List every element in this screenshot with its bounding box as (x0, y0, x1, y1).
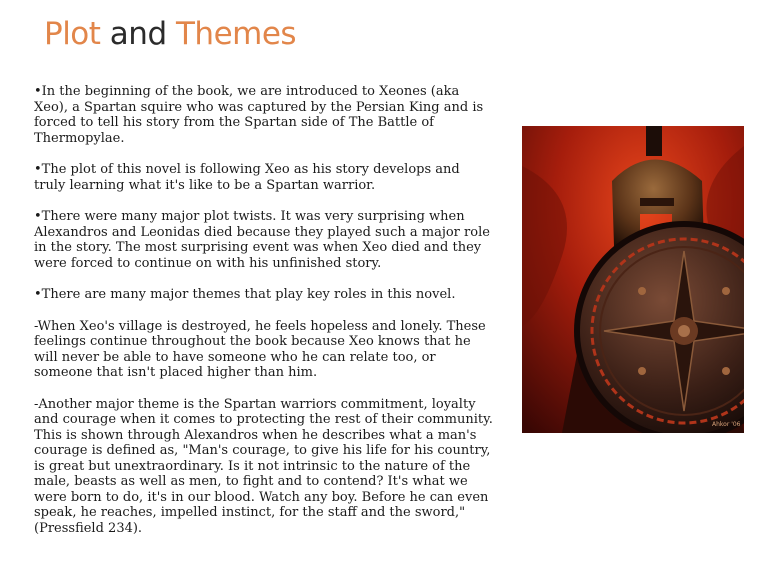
spartan-warrior-artwork (522, 126, 744, 433)
slide-title (44, 16, 296, 53)
paragraph-plot: •The plot of this novel is following Xeo as his story develops and truly learning what it's like to be a Spartan warrior. (34, 162, 460, 193)
paragraph-themes: •There are many major themes that play key roles in this novel. (34, 287, 456, 302)
artist-signature: Ahkor '06 (712, 421, 741, 428)
title-word-and: and (109, 16, 167, 52)
body-text (34, 84, 494, 552)
title-word-plot: Plot (44, 16, 101, 52)
paragraph-loneliness: -When Xeo's village is destroyed, he feels hopeless and lonely. These feelings continue throughout the book because Xeo knows that he will never be able to have someone who he can relate too, or someone that isn't placed higher than him. (34, 318, 486, 380)
title-word-themes: Themes (175, 16, 297, 52)
paragraph-twists: •There were many major plot twists. It was very surprising when Alexandros and Leonidas died because they played such a major role in the story. The most surprising event was when Xeo died and they were forced to continue on with his unfinished story. (34, 209, 490, 271)
paragraph-intro: •In the beginning of the book, we are introduced to Xeones (aka Xeo), a Spartan squire who was captured by the Persian King and is forced to tell his story from the Spartan side of The Battle of Thermopylae. (34, 84, 484, 146)
paragraph-courage: -Another major theme is the Spartan warriors commitment, loyalty and courage when it comes to protecting the rest of their community. This is shown through Alexandros when he describes what a man's courage is defined as, "Man's courage, to give his life for his country, is great but unextraordinary. Is it not intrinsic to the nature of the male, beasts as well as men, to fight and to contend? It's what we were born to do, it's in our blood. Watch any boy. Before he can even speak, he reaches, impelled instinct, for the staff and the sword," (Pressfield 234). (34, 396, 493, 536)
spartan-warrior-image (522, 126, 744, 433)
